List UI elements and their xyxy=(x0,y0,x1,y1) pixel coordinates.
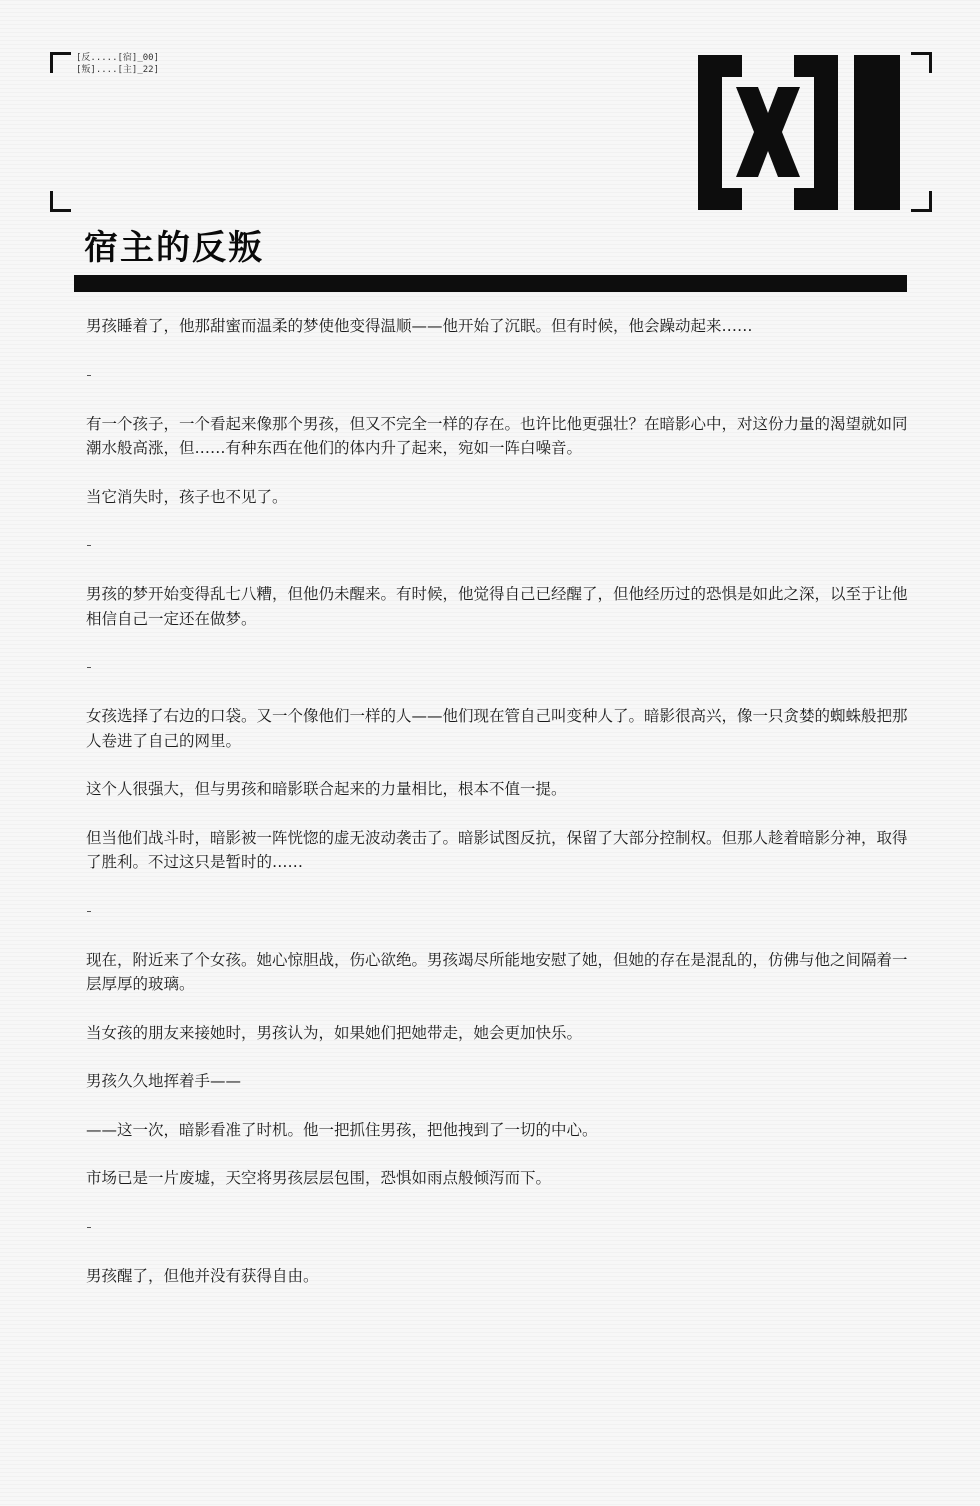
section-separator xyxy=(87,667,91,668)
paragraph: 男孩的梦开始变得乱七八糟，但他仍未醒来。有时候，他觉得自己已经醒了，但他经历过的恐惧是如此之深，以至于让他相信自己一定还在做梦。 xyxy=(86,585,908,628)
story-body xyxy=(86,314,908,1288)
corner-bracket-top-right xyxy=(911,52,932,73)
title-underline-bar xyxy=(74,275,907,292)
section-separator xyxy=(87,911,91,912)
section-separator xyxy=(87,1227,91,1228)
paragraph: 男孩久久地挥着手—— xyxy=(86,1072,242,1090)
paragraph: ——这一次，暗影看准了时机。他一把抓住男孩，把他拽到了一切的中心。 xyxy=(86,1120,598,1139)
xi-emblem-icon xyxy=(698,55,900,210)
section-separator xyxy=(87,545,91,546)
paragraph: 现在，附近来了个女孩。她心惊胆战，伤心欲绝。男孩竭尽所能地安慰了她，但她的存在是混乱的，仿佛与他之间隔着一层厚厚的玻璃。 xyxy=(86,950,908,993)
paragraph: 但当他们战斗时，暗影被一阵恍惚的虚无波动袭击了。暗影试图反抗，保留了大部分控制权。但那人趁着暗影分神，取得了胜利。不过这只是暂时的…… xyxy=(86,828,908,871)
corner-bracket-bottom-right xyxy=(911,191,932,212)
header-code-line-1: [反.....[宿]_00] xyxy=(76,53,160,63)
paragraph: 当它消失时，孩子也不见了。 xyxy=(86,487,288,506)
paragraph: 有一个孩子，一个看起来像那个男孩，但又不完全一样的存在。也许比他更强壮？在暗影心中，对这份力量的渴望就如同潮水般高涨，但……有种东西在他们的体内升了起来，宛如一阵白噪音。 xyxy=(86,414,908,457)
paragraph: 女孩选择了右边的口袋。又一个像他们一样的人——他们现在管自己叫变种人了。暗影很高兴，像一只贪婪的蜘蛛般把那人卷进了自己的网里。 xyxy=(86,707,908,750)
paragraph: 当女孩的朋友来接她时，男孩认为，如果她们把她带走，她会更加快乐。 xyxy=(86,1023,583,1042)
paragraph: 这个人很强大，但与男孩和暗影联合起来的力量相比，根本不值一提。 xyxy=(86,780,567,798)
section-separator xyxy=(87,375,91,376)
paragraph: 男孩睡着了，他那甜蜜而温柔的梦使他变得温顺——他开始了沉眠。但有时候，他会躁动起来…… xyxy=(86,317,753,335)
header-code-line-2: [叛]....[主]_22] xyxy=(76,65,160,75)
page-title: 宿主的反叛 xyxy=(84,228,264,268)
paragraph: 男孩醒了，但他并没有获得自由。 xyxy=(86,1266,319,1285)
header-code xyxy=(76,52,159,76)
paragraph: 市场已是一片废墟，天空将男孩层层包围，恐惧如雨点般倾泻而下。 xyxy=(86,1169,552,1187)
corner-bracket-top-left xyxy=(50,52,71,73)
corner-bracket-bottom-left xyxy=(50,191,71,212)
